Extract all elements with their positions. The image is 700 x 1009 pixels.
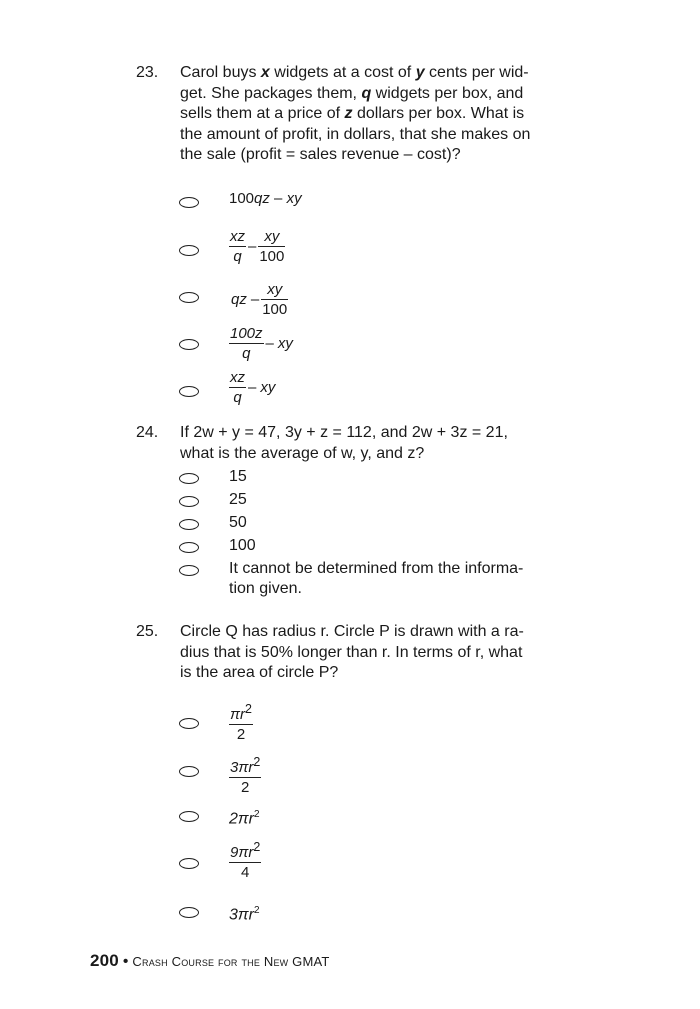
choice-24a: 15	[229, 468, 247, 485]
choice-24e: It cannot be determined from the informa- tion given.	[229, 560, 524, 597]
answer-bubble-24a[interactable]	[179, 473, 199, 484]
choice-24d: 100	[229, 537, 256, 554]
question-25-text: Circle Q has radius r. Circle P is drawn with a ra- dius that is 50% longer than r. In terms of r, what is the area of circle P?	[180, 623, 524, 681]
answer-bubble-24d[interactable]	[179, 542, 199, 553]
question-number-25: 25.	[136, 623, 159, 640]
answer-bubble-23e[interactable]	[179, 386, 199, 397]
choice-25b: $\frac{3\pi r^2}{2}$	[230, 755, 261, 796]
answer-bubble-25c[interactable]	[179, 811, 199, 822]
answer-bubble-24b[interactable]	[179, 496, 199, 507]
footer-bullet: •	[122, 953, 129, 970]
choice-25a: $\frac{\pi r^2}{2}$	[230, 702, 252, 743]
answer-bubble-24e[interactable]	[179, 565, 199, 576]
answer-bubble-23b[interactable]	[179, 245, 199, 256]
choice-24c: 50	[229, 514, 247, 531]
answer-bubble-24c[interactable]	[179, 519, 199, 530]
page-number: 200	[90, 951, 119, 970]
choice-23c: qz– $\frac{xy}{100}$	[231, 281, 288, 318]
choice-23a: 100qz – xy	[229, 190, 302, 207]
answer-bubble-25a[interactable]	[179, 718, 199, 729]
question-23-text: Carol buys x widgets at a cost of y cents per wid- get. She packages them, q widgets per box, and sells them at a price of z dollars per box. What is the amount of profit, in dollars, that she makes on the sale (profit = sales revenue – cost)?	[180, 64, 531, 163]
book-title: Crash Course for the New GMAT	[132, 954, 330, 969]
choice-25d: $\frac{9\pi r^2}{4}$	[230, 840, 261, 881]
answer-bubble-25d[interactable]	[179, 858, 199, 869]
choice-23d: $\frac{100z}{q}$ – xy	[230, 325, 293, 362]
choice-25e: $3\pi r^2$	[229, 905, 260, 924]
answer-bubble-23a[interactable]	[179, 197, 199, 208]
answer-bubble-25e[interactable]	[179, 907, 199, 918]
question-number-23: 23.	[136, 64, 159, 81]
answer-bubble-25b[interactable]	[179, 766, 199, 777]
question-24-text: If 2w + y = 47, 3y + z = 112, and 2w + 3z = 21, what is the average of w, y, and z?	[180, 424, 508, 462]
question-number-24: 24.	[136, 424, 159, 441]
choice-23e: $\frac{xz}{q}$ – xy	[230, 369, 276, 406]
answer-bubble-23c[interactable]	[179, 292, 199, 303]
answer-bubble-23d[interactable]	[179, 339, 199, 350]
choice-23b: $\frac{xz}{q}$ – $\frac{xy}{100}$	[230, 228, 285, 265]
choice-24b: 25	[229, 491, 247, 508]
choice-25c: $2\pi r^2$	[229, 809, 260, 828]
page-footer	[90, 951, 330, 971]
